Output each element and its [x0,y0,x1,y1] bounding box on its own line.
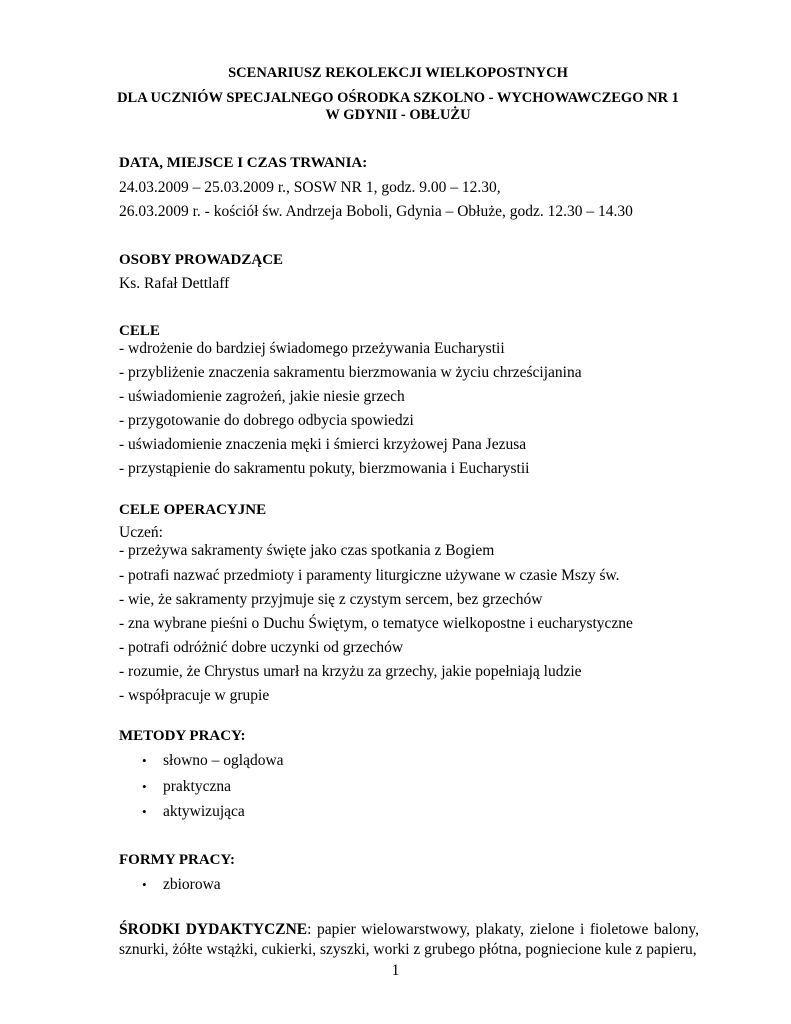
operational-goal-item: - potrafi odróżnić dobre uczynki od grzechów [119,639,404,656]
date-line-1: 24.03.2009 – 25.03.2009 r., SOSW NR 1, godz. 9.00 – 12.30, [119,179,501,196]
goal-item: - przygotowanie do dobrego odbycia spowiedzi [119,412,414,429]
goal-item: - przybliżenie znaczenia sakramentu bierzmowania w życiu chrześcijanina [119,364,582,381]
goal-item: - wdrożenie do bardziej świadomego przeżywania Eucharystii [119,340,505,357]
didactic-text: : papier wielowarstwowy, plakaty, zielone i fioletowe balony, sznurki, żółte wstążki, cukierki, szyszki, worki z grubego płótna, pogniecione kule z papieru, [119,921,699,958]
goal-item: - uświadomienie zagrożeń, jakie niesie grzech [119,388,405,405]
section-heading-didactic: ŚRODKI DYDAKTYCZNE [119,921,308,938]
leader-name: Ks. Rafał Dettlaff [119,275,230,292]
form-label: zbiorowa [163,876,221,893]
page-number: 1 [391,962,400,979]
section-heading-goals: CELE [119,323,160,339]
document-title-line-3: W GDYNII - OBŁUŻU [325,107,471,123]
method-label: słowno – oglądowa [163,752,284,769]
section-heading-leaders: OSOBY PROWADZĄCE [119,252,284,268]
section-heading-forms: FORMY PRACY: [119,852,235,868]
bullet-icon: • [142,779,147,794]
operational-goal-item: - zna wybrane pieśni o Duchu Świętym, o tematyce wielkopostne i eucharystyczne [119,615,633,632]
operational-goal-item: - potrafi nazwać przedmioty i paramenty liturgiczne używane w czasie Mszy św. [119,567,620,584]
method-label: praktyczna [163,778,231,795]
operational-goals-intro: Uczeń: [119,524,163,541]
operational-goal-item: - współpracuje w grupie [119,687,270,704]
bullet-icon: • [142,877,147,892]
operational-goal-item: - wie, że sakramenty przyjmuje się z czystym sercem, bez grzechów [119,591,543,608]
section-heading-operational-goals: CELE OPERACYJNE [119,502,267,518]
document-title-line-1: SCENARIUSZ REKOLEKCJI WIELKOPOSTNYCH [228,65,568,81]
operational-goal-item: - przeżywa sakramenty święte jako czas spotkania z Bogiem [119,542,495,559]
goal-item: - uświadomienie znaczenia męki i śmierci krzyżowej Pana Jezusa [119,436,527,453]
operational-goal-item: - rozumie, że Chrystus umarł na krzyżu za grzechy, jakie popełniają ludzie [119,663,582,680]
method-label: aktywizująca [163,803,245,820]
section-heading-date: DATA, MIEJSCE I CZAS TRWANIA: [119,155,368,171]
date-line-2: 26.03.2009 r. - kościół św. Andrzeja Boboli, Gdynia – Obłuże, godz. 12.30 – 14.30 [119,203,633,220]
didactic-paragraph [119,920,699,960]
section-heading-methods: METODY PRACY: [119,728,246,744]
goal-item: - przystąpienie do sakramentu pokuty, bierzmowania i Eucharystii [119,460,530,477]
document-title-line-2: DLA UCZNIÓW SPECJALNEGO OŚRODKA SZKOLNO - WYCHOWAWCZEGO NR 1 [117,90,679,106]
bullet-icon: • [142,804,147,819]
bullet-icon: • [142,753,147,768]
